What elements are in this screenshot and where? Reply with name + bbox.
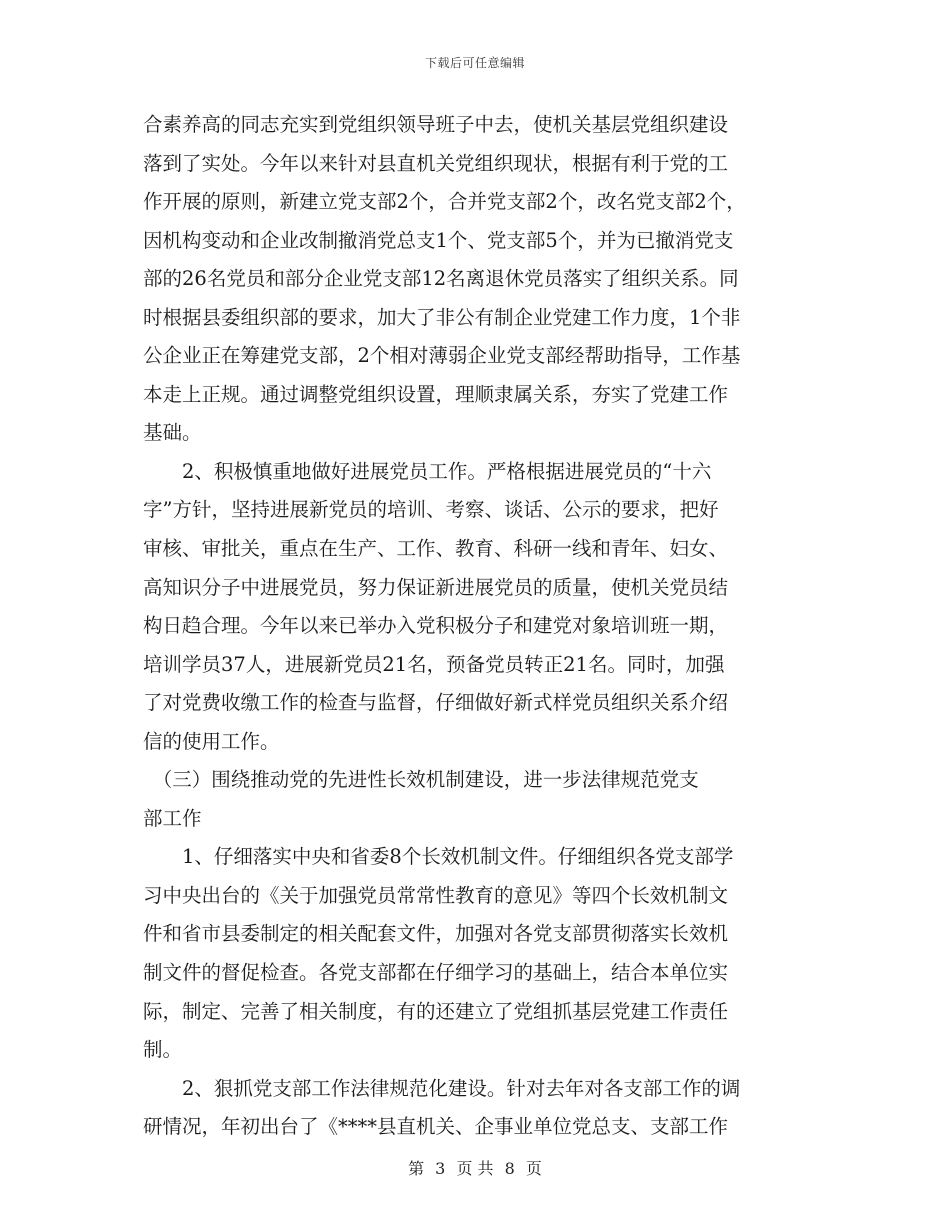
body-line: 制。 [143, 1038, 183, 1062]
body-line: 审核、审批关，重点在生产、工作、教育、科研一线和青年、妇女、 [143, 537, 729, 561]
body-line: 制文件的督促检查。各党支部都在仔细学习的基础上，结合本单位实 [143, 961, 729, 985]
body-line: 因机构变动和企业改制撤消党总支1个、党支部5个，并为已撤消党支 [143, 228, 734, 252]
body-line: 部的26名党员和部分企业党支部12名离退休党员落实了组织关系。同 [143, 267, 739, 291]
body-line: 际，制定、完善了相关制度，有的还建立了党组抓基层党建工作责任 [143, 999, 729, 1023]
body-line: 高知识分子中进展党员，努力保证新进展党员的质量，使机关党员结 [143, 575, 729, 599]
body-line: 信的使用工作。 [143, 729, 280, 753]
footer-suffix: 页 [525, 1159, 542, 1178]
current-page-number: 3 [435, 1159, 446, 1178]
body-line: 作开展的原则，新建立党支部2个，合并党支部2个，改名党支部2个， [143, 190, 746, 214]
total-page-number: 8 [504, 1159, 515, 1178]
body-line: 习中央出台的《关于加强党员常常性教育的意见》等四个长效机制文 [143, 883, 729, 907]
body-line: 研情况，年初出台了《****县直机关、企事业单位党总支、支部工作 [143, 1115, 729, 1139]
body-line: 了对党费收缴工作的检查与监督，仔细做好新式样党员组织关系介绍 [143, 691, 729, 715]
body-line: 2、狠抓党支部工作法律规范化建设。针对去年对各支部工作的调 [143, 1076, 741, 1100]
footer-prefix: 第 [408, 1159, 425, 1178]
body-line: 本走上正规。通过调整党组织设置，理顺隶属关系，夯实了党建工作 [143, 382, 729, 406]
body-line: 公企业正在筹建党支部，2个相对薄弱企业党支部经帮助指导，工作基 [143, 344, 741, 368]
body-line: 构日趋合理。今年以来已举办入党积极分子和建党对象培训班一期， [143, 614, 729, 638]
page-footer [0, 1156, 950, 1179]
body-line: 落到了实处。今年以来针对县直机关党组织现状，根据有利于党的工 [143, 151, 729, 175]
body-line: 2、积极慎重地做好进展党员工作。严格根据进展党员的“十六 [143, 459, 712, 483]
body-line: 基础。 [143, 421, 202, 445]
body-line: 1、仔细落实中央和省委8个长效机制文件。仔细组织各党支部学 [143, 845, 734, 869]
body-line: 字”方针，坚持进展新党员的培训、考察、谈话、公示的要求，把好 [143, 498, 719, 522]
body-line: 合素养高的同志充实到党组织领导班子中去，使机关基层党组织建设 [143, 113, 729, 136]
body-line: 件和省市县委制定的相关配套文件，加强对各党支部贯彻落实长效机 [143, 922, 729, 946]
section-heading: （三）围绕推动党的先进性长效机制建设，进一步法律规范党支 [143, 768, 699, 792]
body-line: 培训学员37人，进展新党员21名，预备党员转正21名。同时，加强 [143, 652, 725, 676]
body-line: 时根据县委组织部的要求，加大了非公有制企业党建工作力度，1个非 [143, 305, 741, 329]
document-body [143, 106, 833, 1147]
footer-middle: 页 共 [456, 1159, 494, 1178]
section-heading: 部工作 [143, 806, 202, 830]
page-header: 下载后可任意编辑 [424, 56, 525, 70]
